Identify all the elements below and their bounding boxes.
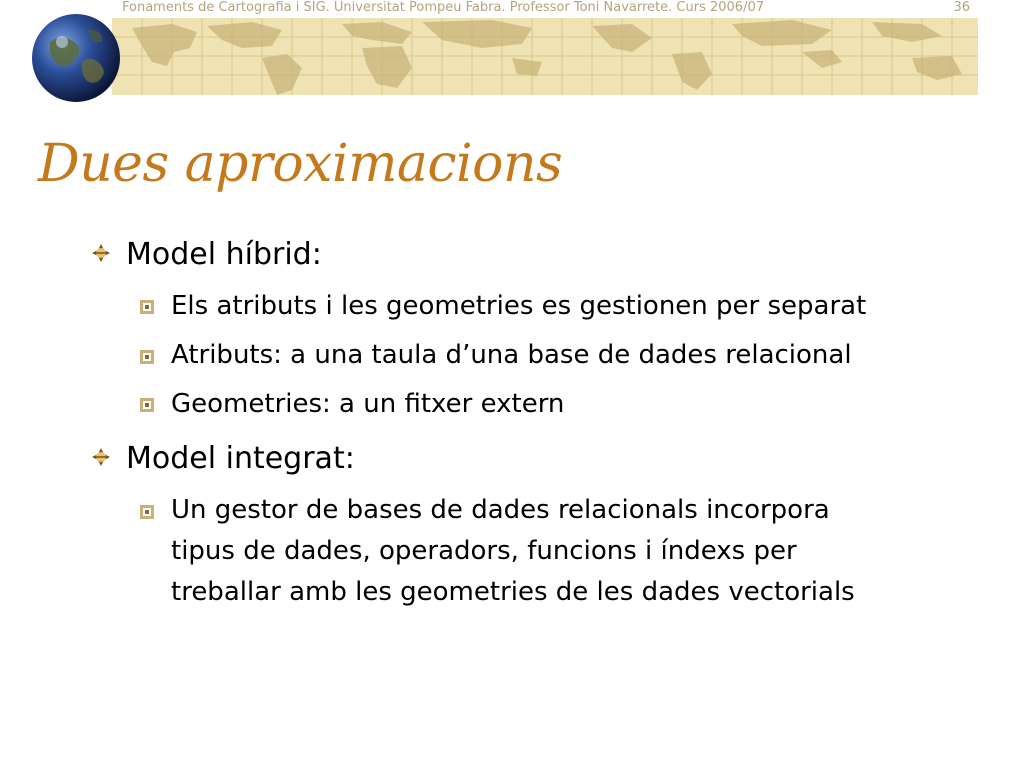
world-map-banner bbox=[112, 18, 978, 95]
square-bullet-icon bbox=[140, 505, 154, 519]
square-bullet-icon bbox=[140, 300, 154, 314]
square-bullet-icon bbox=[140, 350, 154, 364]
page-number: 36 bbox=[953, 0, 970, 15]
slide-title: Dues aproximacions bbox=[38, 134, 563, 194]
bullet-item: Geometries: a un fitxer extern bbox=[171, 389, 565, 419]
compass-bullet-icon bbox=[92, 244, 110, 262]
section-heading-integrated: Model integrat: bbox=[126, 441, 355, 476]
slide-header bbox=[122, 0, 974, 18]
bullet-item: Atributs: a una taula d’una base de dades relacional bbox=[171, 340, 852, 370]
compass-bullet-icon bbox=[92, 448, 110, 466]
course-footer-text: Fonaments de Cartografia i SIG. Universitat Pompeu Fabra. Professor Toni Navarrete. Curs 2006/07 bbox=[122, 0, 764, 15]
square-bullet-icon bbox=[140, 398, 154, 412]
world-map-icon bbox=[112, 18, 978, 95]
globe-icon bbox=[30, 12, 122, 104]
bullet-item-line: tipus de dades, operadors, funcions i índexs per bbox=[171, 536, 797, 566]
bullet-item-line: treballar amb les geometries de les dades vectorials bbox=[171, 577, 855, 607]
bullet-item-line: Un gestor de bases de dades relacionals incorpora bbox=[171, 495, 830, 525]
bullet-item: Els atributs i les geometries es gestionen per separat bbox=[171, 291, 867, 321]
section-heading-hybrid: Model híbrid: bbox=[126, 237, 322, 272]
